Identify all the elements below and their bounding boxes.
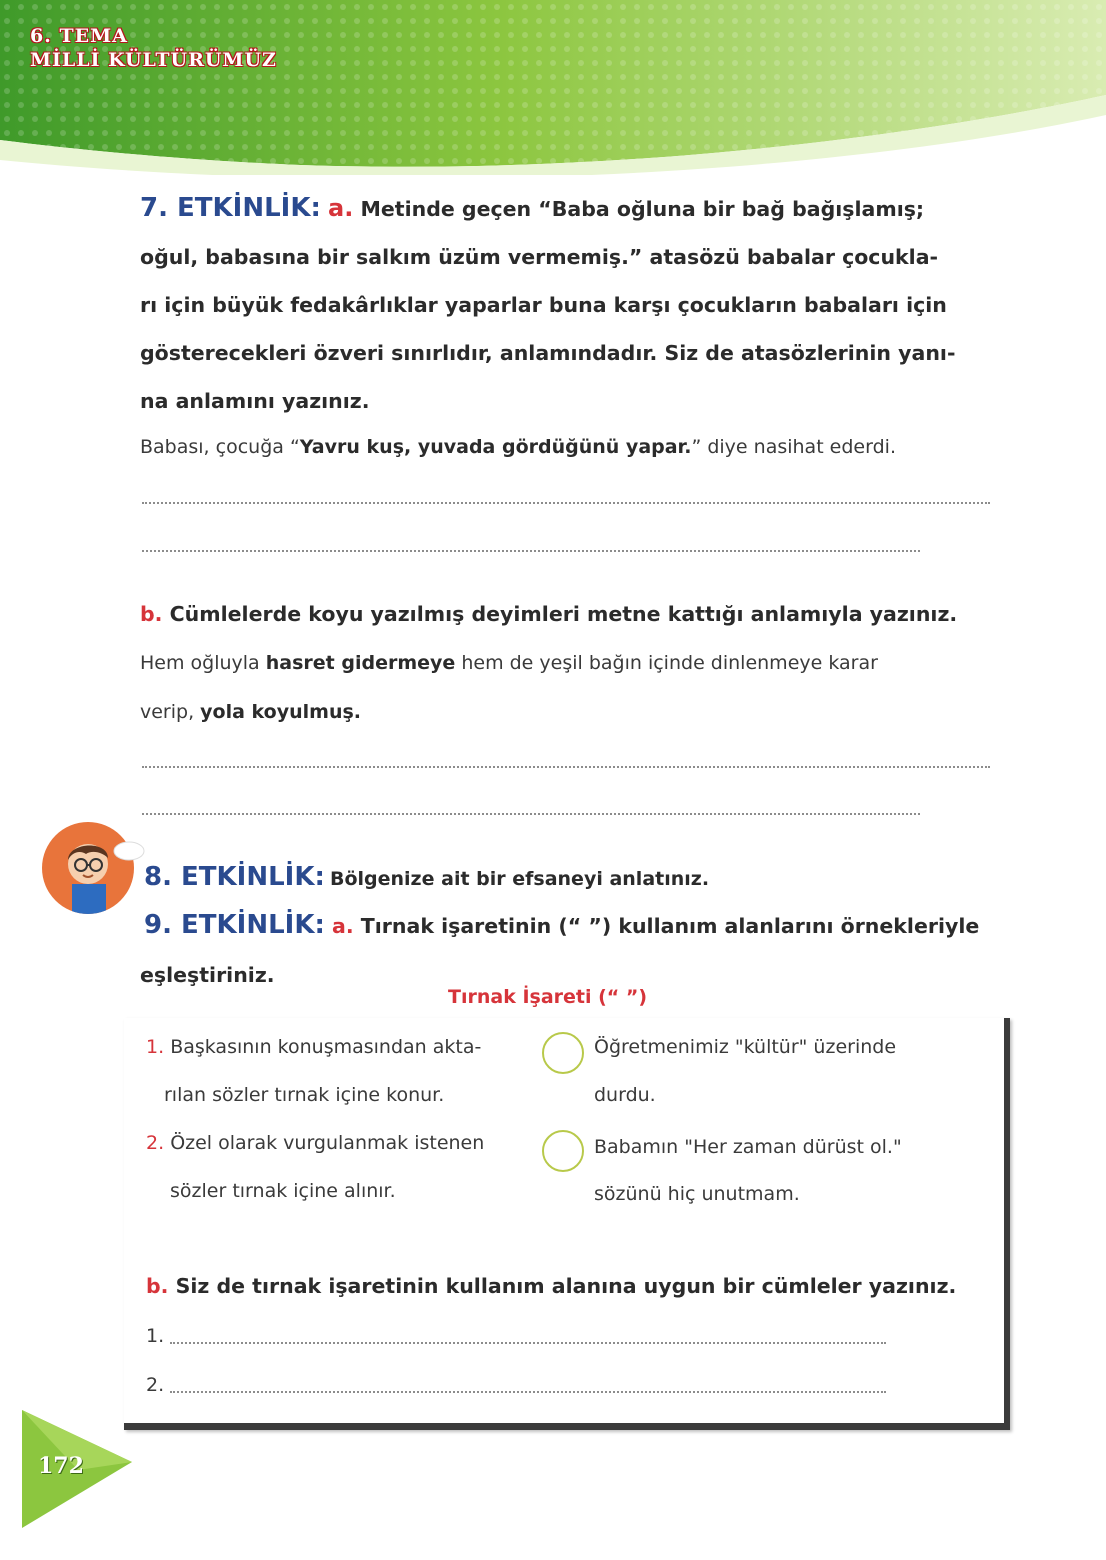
right-item-2: Babamın "Her zaman dürüst ol."	[594, 1136, 902, 1158]
activity7-b-letter: b.	[140, 602, 163, 626]
boy-avatar	[42, 822, 134, 914]
answer-line[interactable]	[170, 1342, 886, 1344]
activity8-text: Bölgenize ait bir efsaneyi anlatınız.	[329, 868, 710, 890]
left-item-2-cont: sözler tırnak içine alınır.	[170, 1180, 396, 1202]
example-proverb: Yavru kuş, yuvada gördüğünü yapar.	[299, 436, 692, 458]
matching-box	[124, 1018, 1010, 1430]
activity9-b-letter: b.	[146, 1274, 169, 1298]
item-text: Başkasının konuşmasından akta-	[170, 1036, 482, 1058]
activity7-a-line: Metinde geçen “Baba oğluna bir bağ bağışlamış;	[360, 197, 925, 221]
thought-bubble-icon	[112, 840, 146, 862]
activity8	[144, 862, 709, 892]
page-number: 172	[38, 1453, 84, 1479]
right-item-2-cont: sözünü hiç unutmam.	[594, 1183, 800, 1205]
text-fragment: Hem oğluyla	[140, 652, 266, 674]
text-fragment: hem de yeşil bağın içinde dinlenmeye karar	[455, 652, 878, 674]
activity7-b-instruction: Cümlelerde koyu yazılmış deyimleri metne kattığı anlamıyla yazınız.	[169, 602, 958, 626]
activity7-part-a	[140, 184, 1000, 425]
answer-line[interactable]	[142, 813, 920, 815]
example-prefix: Babası, çocuğa “	[140, 436, 300, 458]
activity9-part-b	[146, 1274, 956, 1298]
answer-line[interactable]	[142, 502, 990, 504]
right-item-1: Öğretmenimiz "kültür" üzerinde	[594, 1036, 897, 1058]
activity7-heading: 7. ETKİNLİK:	[140, 193, 321, 223]
left-item-1	[146, 1036, 481, 1058]
theme-title: MİLLİ KÜLTÜRÜMÜZ	[30, 49, 277, 71]
box-title: Tırnak İşareti (“ ”)	[448, 986, 648, 1008]
right-item-1-cont: durdu.	[594, 1084, 656, 1106]
activity7-b-text	[140, 652, 878, 674]
match-circle[interactable]	[542, 1130, 584, 1172]
activity7-example	[140, 436, 896, 458]
activity9-b-instruction: Siz de tırnak işaretinin kullanım alanına uygun bir cümleler yazınız.	[175, 1274, 957, 1298]
boy-illustration-icon	[42, 822, 134, 914]
theme-label	[30, 24, 277, 72]
activity9-a-line: eşleştiriniz.	[140, 963, 275, 987]
item-text: Özel olarak vurgulanmak istenen	[170, 1132, 485, 1154]
activity7-part-b	[140, 602, 957, 626]
answer-line[interactable]	[142, 550, 920, 552]
item-number: 1.	[146, 1036, 165, 1058]
activity7-a-line: gösterecekleri özveri sınırlıdır, anlamındadır. Siz de atasözlerinin yanı-	[140, 341, 956, 365]
answer-line[interactable]	[142, 766, 990, 768]
answer-number: 1.	[146, 1325, 165, 1347]
idiom: yola koyulmuş.	[200, 701, 362, 723]
activity9-a-letter: a.	[332, 914, 354, 938]
activity7-b-text-2	[140, 701, 361, 723]
activity7-a-letter: a.	[328, 194, 354, 222]
text-fragment: verip,	[140, 701, 201, 723]
item-number: 2.	[146, 1132, 165, 1154]
example-suffix: ” diye nasihat ederdi.	[691, 436, 896, 458]
activity8-heading: 8. ETKİNLİK:	[144, 862, 325, 892]
left-item-2	[146, 1132, 484, 1154]
activity9-part-a	[144, 910, 979, 940]
activity7-a-line: oğul, babasına bir salkım üzüm vermemiş.” atasözü babalar çocukla-	[140, 245, 939, 269]
activity9-a-line: Tırnak işaretinin (“ ”) kullanım alanlarını örnekleriyle	[360, 914, 980, 938]
theme-number: 6. TEMA	[30, 25, 128, 47]
answer-line[interactable]	[170, 1391, 886, 1393]
idiom: hasret gidermeye	[265, 652, 456, 674]
activity9-heading: 9. ETKİNLİK:	[144, 910, 325, 940]
activity7-a-line: na anlamını yazınız.	[140, 389, 370, 413]
activity7-a-line: rı için büyük fedakârlıklar yaparlar buna karşı çocukların babaları için	[140, 293, 947, 317]
left-item-1-cont: rılan sözler tırnak içine konur.	[164, 1084, 445, 1106]
match-circle[interactable]	[542, 1032, 584, 1074]
answer-number: 2.	[146, 1374, 165, 1396]
